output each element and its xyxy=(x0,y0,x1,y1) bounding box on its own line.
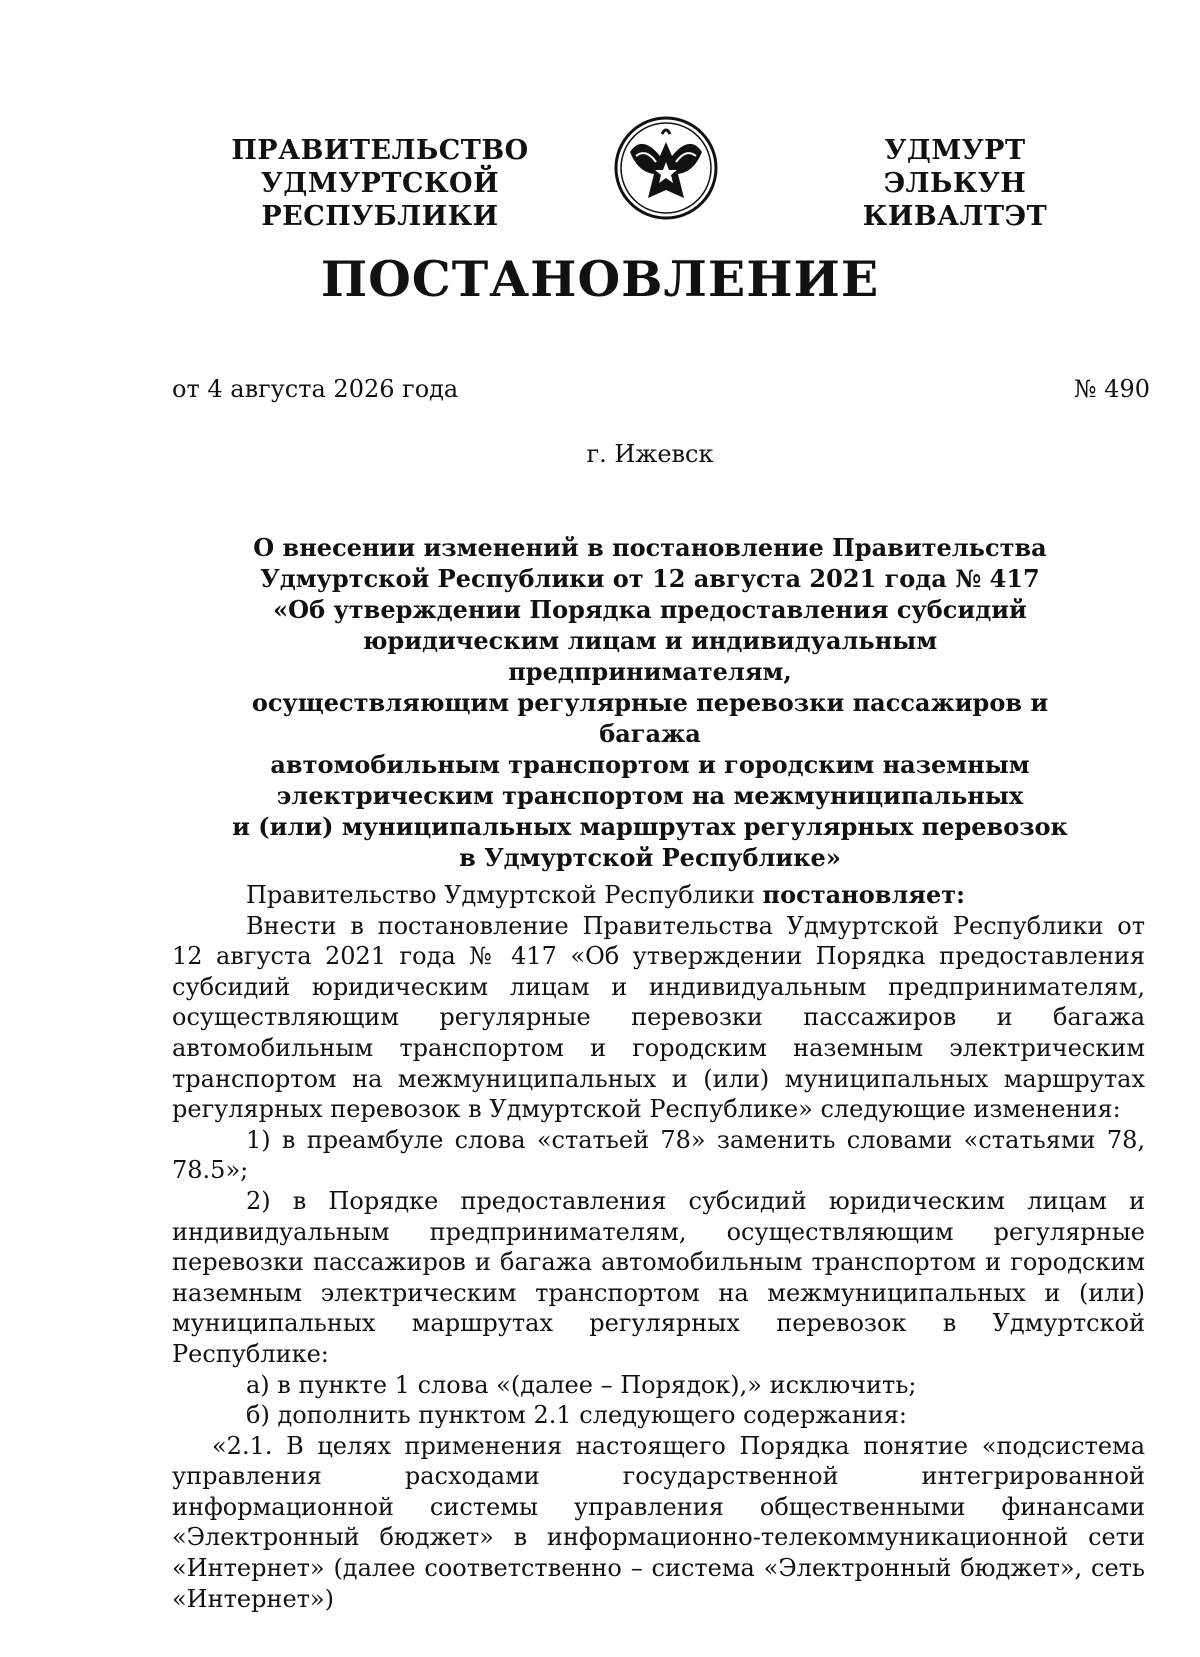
header-left-government-name xyxy=(165,134,595,233)
resolves-text: Правительство Удмуртской Республики xyxy=(246,881,763,909)
title-line: «Об утверждении Порядка предоставления субсидий xyxy=(273,595,1027,624)
title-line: в Удмуртской Республике» xyxy=(459,843,841,872)
title-line: осуществляющим регулярные перевозки пассажиров и багажа xyxy=(251,688,1049,748)
title-line: и (или) муниципальных маршрутах регулярных перевозок xyxy=(232,812,1068,841)
document-title xyxy=(220,532,1080,873)
title-line: автомобильным транспортом и городским наземным xyxy=(270,750,1030,779)
title-line: юридическим лицам и индивидуальным предпринимателям, xyxy=(362,626,938,686)
body-paragraph-resolves xyxy=(172,880,1145,911)
title-line: электрическим транспортом на межмуниципальных xyxy=(276,781,1024,810)
body-paragraph-point-2-1: «2.1. В целях применения настоящего Порядка понятие «подсистема управления расходами государственной интегрированной информационной системы управления общественными финансами «Электронный бюджет» в информационно-телекоммуникационной сети «Интернет» (далее соответственно – система «Электронный бюджет», сеть «Интернет») xyxy=(172,1431,1145,1613)
document-date: от 4 августа 2026 года xyxy=(172,375,459,403)
body-paragraph-item-2: 2) в Порядке предоставления субсидий юридическим лицам и индивидуальным предпринимателям, осуществляющим регулярные перевозки пассажиров и багажа автомобильным транспортом и городским наземным электрическим транспортом на межмуниципальных и (или) муниципальных маршрутах регулярных перевозок в Удмуртской Республике: xyxy=(172,1186,1145,1368)
header-right-government-name xyxy=(810,134,1100,233)
document-type: ПОСТАНОВЛЕНИЕ xyxy=(320,250,880,308)
document-number: № 490 xyxy=(1073,375,1150,403)
header-left-line2: УДМУРТСКОЙ РЕСПУБЛИКИ xyxy=(260,168,500,232)
document-city: г. Ижевск xyxy=(586,440,714,468)
header-right-line1: УДМУРТ ЭЛЬКУН xyxy=(883,135,1027,199)
body-paragraph-subitem-a: а) в пункте 1 слова «(далее – Порядок),» исключить; xyxy=(246,1370,917,1399)
title-line: Удмуртской Республики от 12 августа 2021 года № 417 xyxy=(260,564,1040,593)
header-right-line2: КИВАЛТЭТ xyxy=(862,201,1048,232)
header-left-line1: ПРАВИТЕЛЬСТВО xyxy=(231,135,529,166)
title-line: О внесении изменений в постановление Правительства xyxy=(253,533,1047,562)
body-paragraph-amend: Внести в постановление Правительства Удмуртской Республики от 12 августа 2021 года № 417 «Об утверждении Порядка предоставления субсидий юридическим лицам и индивидуальным предпринимателям, осуществляющим регулярные перевозки пассажиров и багажа автомобильным транспортом и городским наземным электрическим транспортом на межмуниципальных и (или) муниципальных маршрутах регулярных перевозок в Удмуртской Республике» следующие изменения: xyxy=(172,911,1145,1124)
body-paragraph-subitem-b: б) дополнить пунктом 2.1 следующего содержания: xyxy=(246,1401,907,1430)
body-paragraph-item-1: 1) в преамбуле слова «статьей 78» заменить словами «статьями 78, 78.5»; xyxy=(172,1125,1145,1185)
udmurt-coat-of-arms-icon xyxy=(612,112,720,224)
document-body xyxy=(172,880,1145,1614)
resolves-keyword: постановляет: xyxy=(762,880,966,909)
